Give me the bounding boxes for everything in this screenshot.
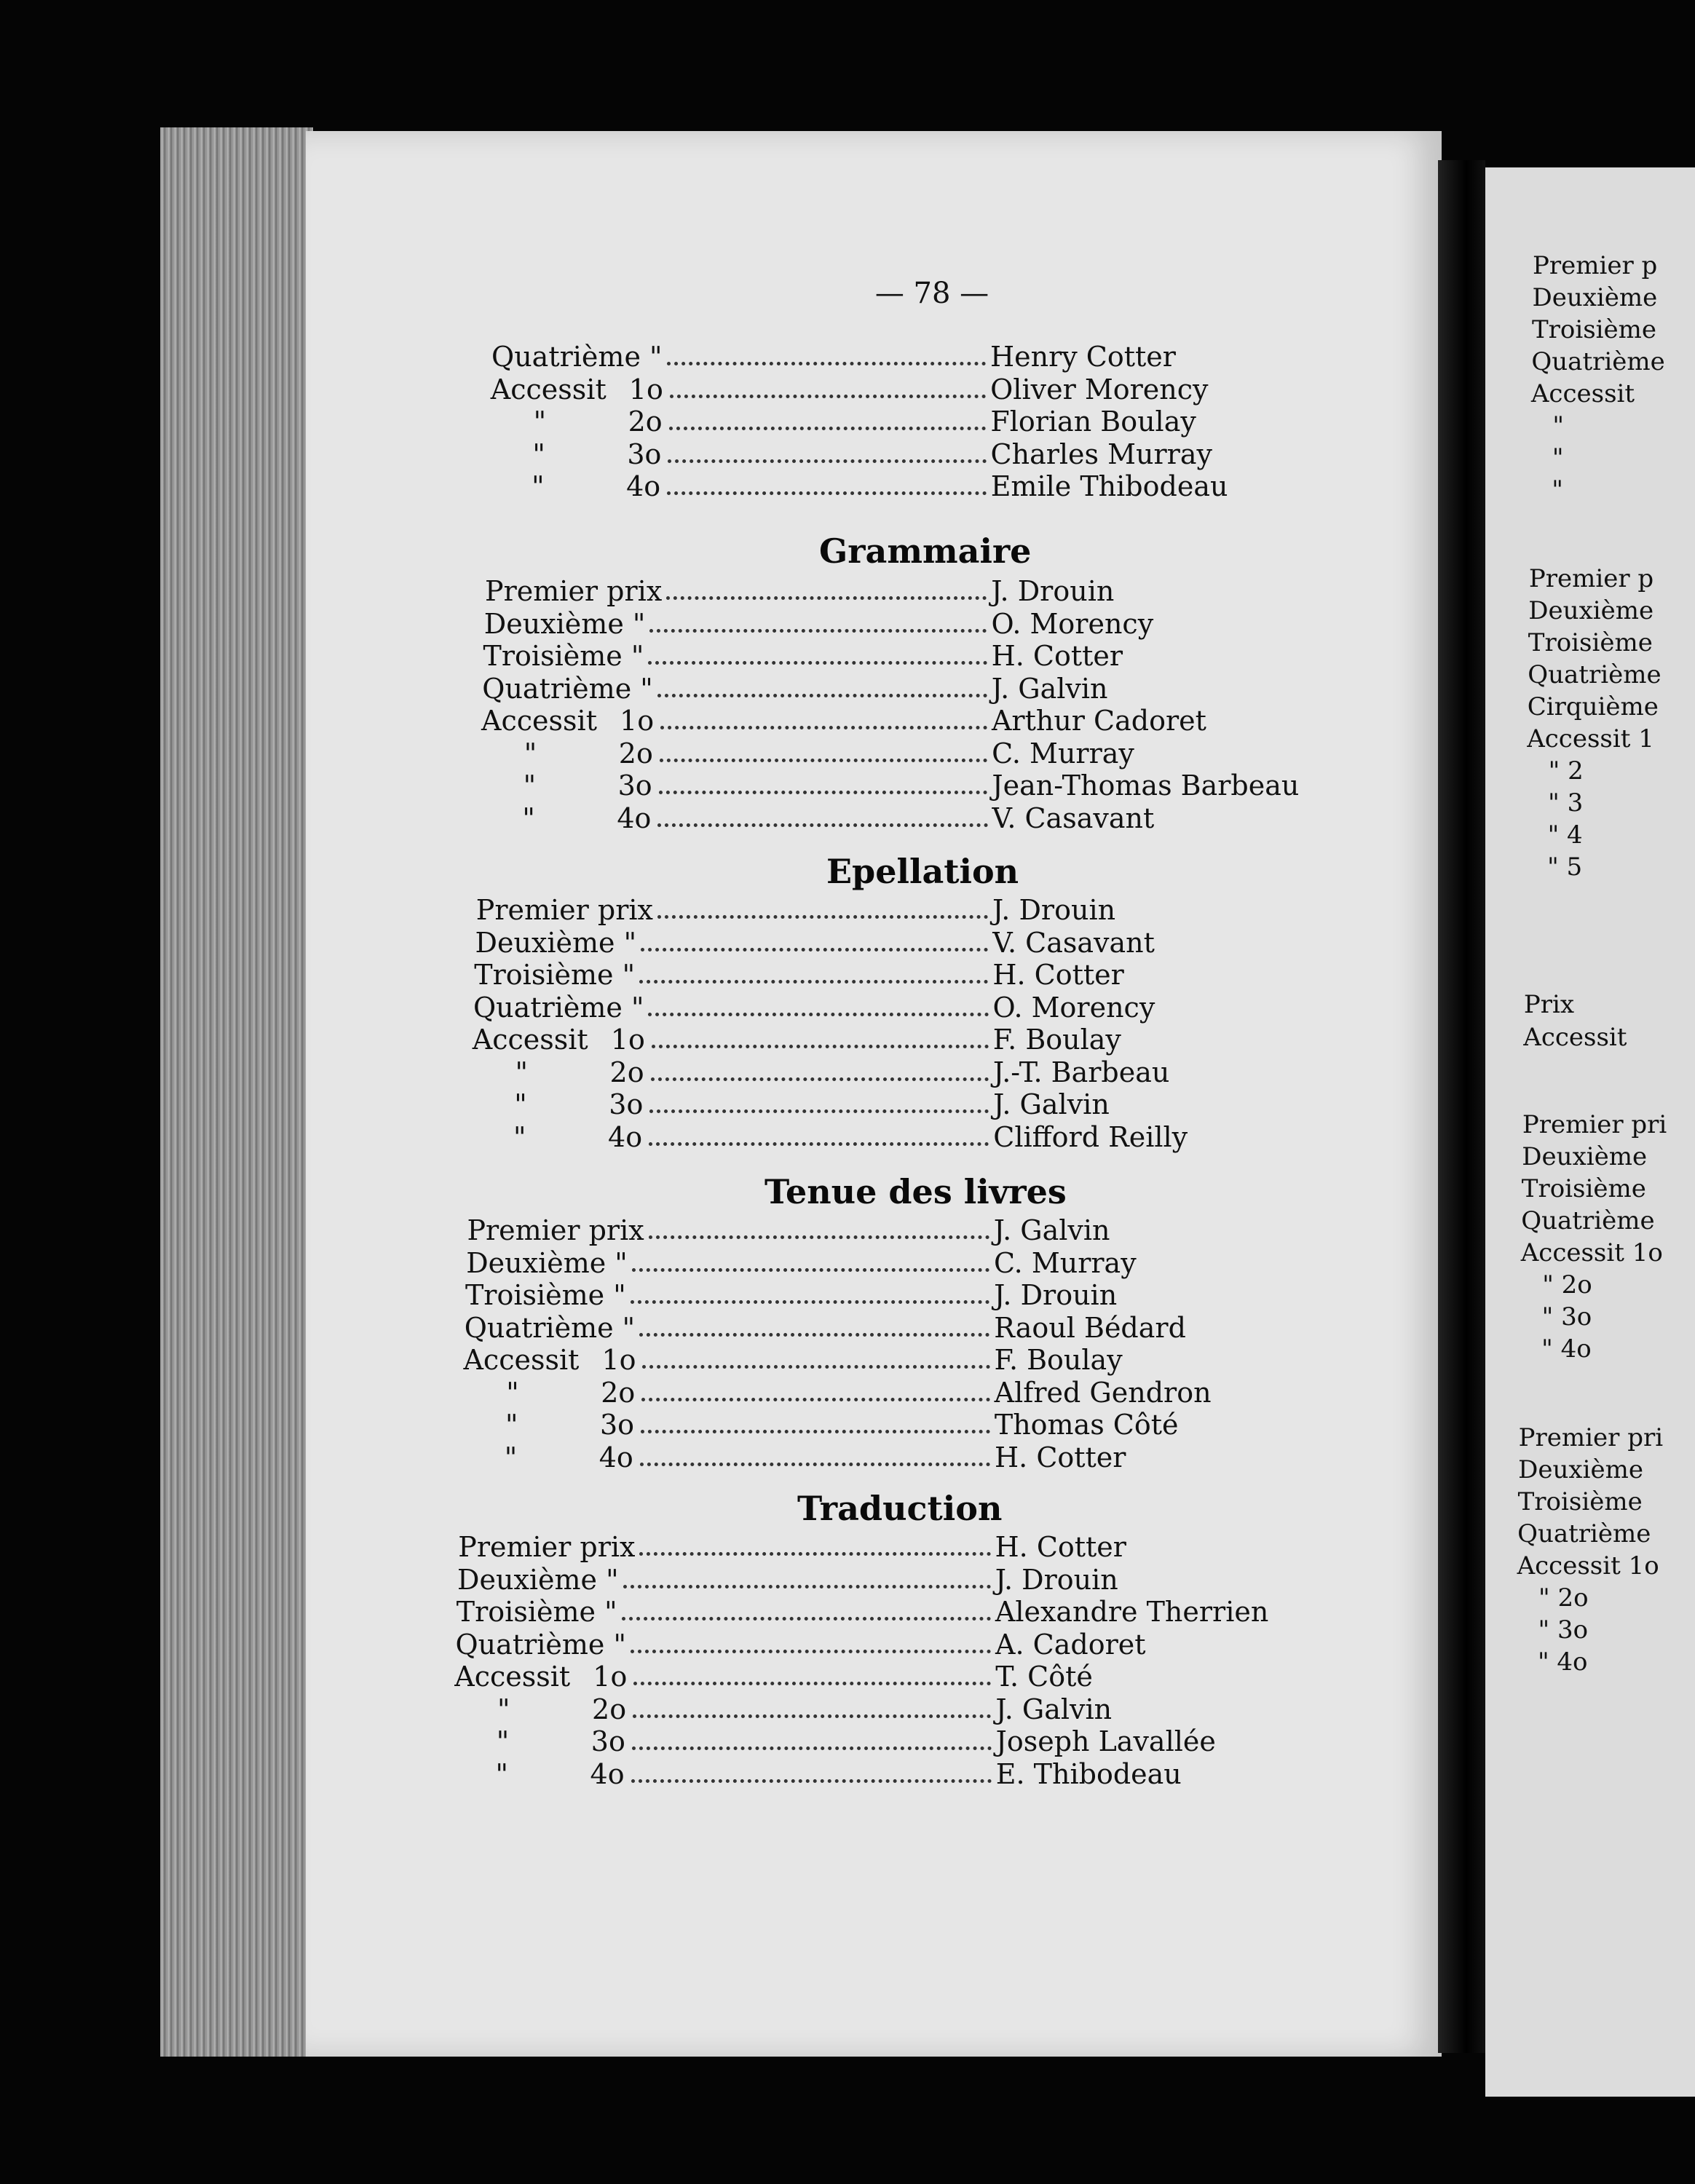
right-page-line: Accessit 1o (1517, 1551, 1659, 1580)
prize-rank: " (523, 769, 537, 802)
winner-name: F. Boulay (992, 1024, 1121, 1056)
dot-leader (668, 459, 986, 463)
right-page-line: " 3 (1548, 788, 1584, 818)
prize-row (476, 894, 1233, 926)
right-page-line: Accessit (1523, 1023, 1627, 1052)
winner-name: J. Galvin (995, 1693, 1113, 1725)
right-page-line: Troisième (1528, 628, 1653, 657)
dot-leader (639, 1332, 989, 1337)
prize-rank: " (532, 438, 545, 470)
prize-rank: " (522, 802, 535, 834)
prize-row (485, 575, 1231, 607)
prize-row (467, 1214, 1233, 1246)
dot-leader (633, 1681, 991, 1685)
prize-rank: Quatrième " (455, 1628, 626, 1661)
winner-name: Alfred Gendron (994, 1376, 1212, 1409)
prize-row (478, 802, 1232, 834)
dot-leader (660, 725, 987, 729)
prize-row (452, 1758, 1236, 1790)
right-page-line: " 4 (1547, 820, 1583, 850)
prize-rank: Deuxième " (475, 926, 637, 959)
right-page-line: Premier pri (1522, 1110, 1667, 1139)
right-page-line: Deuxième (1522, 1142, 1648, 1171)
prize-rank: Troisième " (456, 1596, 617, 1628)
prize-rank: Accessit (454, 1661, 571, 1693)
prize-row (458, 1531, 1235, 1563)
dot-leader (639, 1551, 990, 1556)
right-page-line: Troisième (1521, 1174, 1646, 1203)
right-page-line: Troisième (1531, 315, 1657, 344)
dot-leader (622, 1616, 991, 1621)
right-page-line: Accessit 1 (1527, 724, 1654, 753)
accessit-number: 1o (593, 1661, 628, 1693)
dot-leader (649, 1235, 989, 1239)
prize-rank: " (532, 470, 545, 502)
prize-rank: " (506, 1376, 519, 1409)
prize-rank: Deuxième " (457, 1563, 619, 1596)
winner-name: Charles Murray (990, 438, 1212, 470)
prize-row (483, 640, 1232, 672)
prize-row (488, 470, 1231, 502)
winner-name: J. Drouin (995, 1563, 1118, 1596)
prize-rank: Accessit (472, 1024, 588, 1056)
book-gutter (1438, 160, 1485, 2053)
accessit-number: 3o (609, 1088, 644, 1120)
right-page-line: Quatrième (1531, 347, 1665, 376)
right-page-line: " 2o (1542, 1270, 1592, 1299)
accessit-number: 2o (628, 405, 663, 438)
right-page-line: Quatrième (1528, 660, 1662, 689)
winner-name: J. Galvin (991, 672, 1108, 705)
accessit-number: 2o (601, 1376, 636, 1409)
winner-name: Joseph Lavallée (995, 1725, 1216, 1757)
prize-rank: " (514, 1088, 527, 1120)
right-page-line: " (1552, 475, 1563, 505)
prize-rank: Quatrième " (482, 672, 653, 705)
section-heading: Epellation (826, 852, 1019, 891)
dot-leader (633, 1714, 991, 1718)
accessit-number: 1o (628, 373, 663, 405)
prize-row (474, 959, 1233, 991)
page-number: — 78 — (874, 277, 989, 310)
prize-row (454, 1661, 1236, 1693)
dot-leader (667, 361, 986, 365)
winner-name: H. Cotter (991, 640, 1123, 672)
prize-row (490, 405, 1231, 438)
prize-rank: Quatrième " (491, 341, 663, 373)
right-page-line: " 2o (1538, 1583, 1589, 1613)
prize-rank: Troisième " (483, 640, 644, 672)
dot-leader (642, 1364, 989, 1369)
winner-name: Oliver Morency (990, 373, 1209, 405)
winner-name: Jean-Thomas Barbeau (992, 769, 1300, 802)
winner-name: H. Cotter (995, 1441, 1126, 1473)
accessit-number: 4o (598, 1441, 633, 1473)
accessit-number: 4o (617, 802, 652, 834)
accessit-number: 3o (627, 438, 662, 470)
prize-rank: Troisième " (465, 1279, 626, 1311)
section-heading: Grammaire (819, 531, 1032, 571)
prize-rank: Troisième " (474, 959, 636, 991)
right-page-line: Deuxième (1532, 283, 1658, 312)
prize-rank: Premier prix (467, 1214, 644, 1246)
prize-row (470, 1088, 1233, 1120)
prize-row (462, 1409, 1235, 1441)
prize-rank: Quatrième " (464, 1311, 636, 1344)
dot-leader (657, 693, 987, 697)
dot-leader (632, 1746, 992, 1750)
dot-leader (660, 758, 987, 762)
prize-rank: " (515, 1056, 529, 1088)
winner-name: J. Drouin (994, 1279, 1118, 1311)
prize-rank: " (533, 405, 547, 438)
right-page-line: " (1552, 443, 1564, 472)
dot-leader (648, 1012, 988, 1016)
prize-row (481, 705, 1232, 737)
dot-leader (652, 1044, 989, 1048)
prize-row (454, 1693, 1236, 1725)
winner-name: C. Murray (993, 1246, 1137, 1279)
dot-leader (631, 1779, 992, 1783)
prize-row (461, 1441, 1235, 1473)
winner-name: Thomas Côté (994, 1409, 1179, 1441)
prize-rank: Accessit (463, 1344, 580, 1376)
prize-row (463, 1344, 1234, 1376)
prize-rank: " (505, 1409, 518, 1441)
accessit-number: 4o (590, 1757, 625, 1790)
right-page-line: " 4o (1537, 1647, 1588, 1677)
accessit-number: 2o (618, 737, 653, 769)
dot-leader (632, 1267, 989, 1272)
prize-row (475, 927, 1233, 959)
right-page-line: Premier pri (1518, 1423, 1664, 1452)
winner-name: J. Drouin (992, 894, 1116, 926)
winner-name: Arthur Cadoret (991, 705, 1206, 737)
prize-rank: " (497, 1693, 510, 1725)
prize-rank: " (523, 737, 537, 769)
prize-rank: Accessit (481, 705, 597, 737)
right-page-line: " (1552, 411, 1564, 440)
winner-name: Henry Cotter (989, 341, 1176, 373)
right-page-line: Deuxième (1518, 1455, 1643, 1484)
prize-row (470, 1121, 1233, 1153)
winner-name: E. Thibodeau (995, 1757, 1182, 1790)
winner-name: O. Morency (992, 991, 1155, 1024)
winner-name: V. Casavant (992, 802, 1155, 834)
prize-row (472, 1056, 1233, 1088)
dot-leader (651, 1077, 989, 1081)
right-page-line: Quatrième (1517, 1519, 1651, 1548)
right-page-line: Deuxième (1528, 596, 1654, 625)
prize-row (473, 992, 1233, 1024)
prize-rank: " (495, 1757, 509, 1790)
dot-leader (640, 1462, 990, 1466)
prize-rank: Premier prix (458, 1531, 636, 1563)
dot-leader (667, 491, 987, 495)
accessit-number: 1o (620, 705, 655, 737)
right-page-line: Premier p (1533, 251, 1658, 280)
winner-name: T. Côté (995, 1661, 1093, 1693)
right-page-line: " 2 (1548, 756, 1584, 786)
prize-row (480, 769, 1300, 802)
right-page-line: Troisième (1517, 1487, 1643, 1516)
winner-name: H. Cotter (992, 959, 1124, 991)
winner-name: Florian Boulay (990, 405, 1196, 438)
dot-leader (641, 1397, 989, 1401)
dot-leader (631, 1649, 991, 1653)
prize-rank: " (513, 1120, 526, 1153)
prize-rank: " (504, 1441, 518, 1473)
prize-rank: Quatrième " (473, 991, 644, 1024)
accessit-number: 2o (592, 1693, 627, 1725)
winner-name: Raoul Bédard (994, 1311, 1186, 1344)
dot-leader (659, 790, 988, 794)
prize-row (456, 1629, 1236, 1661)
dot-leader (641, 947, 988, 951)
accessit-number: 1o (601, 1344, 636, 1376)
prize-row (491, 341, 1230, 373)
dot-leader (631, 1299, 989, 1304)
right-page-line: Quatrième (1521, 1206, 1655, 1235)
accessit-number: 4o (608, 1120, 643, 1153)
winner-name: A. Cadoret (995, 1628, 1146, 1661)
right-page-line: Accessit 1o (1520, 1238, 1663, 1267)
prize-row (466, 1247, 1234, 1279)
dot-leader (669, 426, 987, 430)
winner-name: C. Murray (992, 737, 1134, 769)
prize-rank: " (496, 1725, 510, 1757)
prize-row (484, 608, 1232, 640)
dot-leader (666, 596, 987, 600)
prize-row (491, 373, 1230, 405)
right-page-line: " 3o (1538, 1615, 1589, 1645)
accessit-number: 4o (626, 470, 661, 502)
winner-name: O. Morency (991, 607, 1154, 640)
prize-rank: Deuxième " (466, 1246, 628, 1279)
dot-leader (670, 394, 986, 398)
right-page-line: Cirquième (1527, 692, 1659, 721)
prize-rank: Premier prix (475, 894, 653, 926)
winner-name: J. Galvin (993, 1214, 1110, 1246)
accessit-number: 3o (590, 1725, 625, 1757)
right-page-line: " 4o (1541, 1334, 1592, 1364)
prize-row (453, 1725, 1236, 1757)
section-heading: Traduction (797, 1489, 1003, 1528)
winner-name: Clifford Reilly (993, 1120, 1188, 1153)
winner-name: J. Drouin (991, 575, 1115, 607)
prize-rank: Premier prix (485, 575, 663, 607)
right-page-line: Accessit (1530, 379, 1635, 408)
prize-row (473, 1024, 1233, 1056)
dot-leader (623, 1584, 991, 1588)
accessit-number: 2o (609, 1056, 644, 1088)
winner-name: J.-T. Barbeau (992, 1056, 1170, 1088)
dot-leader (657, 914, 988, 919)
dot-leader (657, 823, 987, 827)
prize-row (465, 1279, 1234, 1311)
section-heading: Tenue des livres (764, 1172, 1067, 1211)
dot-leader (649, 1142, 989, 1146)
right-page-line: Prix (1523, 990, 1574, 1019)
accessit-number: 3o (599, 1409, 635, 1441)
winner-name: H. Cotter (995, 1531, 1126, 1563)
prize-rank: Accessit (490, 373, 607, 405)
dot-leader (649, 1109, 989, 1113)
right-page-line: " 3o (1541, 1302, 1592, 1332)
book-page-edges (160, 127, 313, 2057)
winner-name: Emile Thibodeau (990, 470, 1228, 502)
accessit-number: 1o (610, 1024, 645, 1056)
prize-rank: Deuxième " (483, 607, 646, 640)
accessit-number: 3o (617, 769, 652, 802)
prize-row (482, 673, 1232, 705)
prize-row (457, 1564, 1236, 1596)
right-page (1485, 167, 1695, 2097)
right-page-line: Premier p (1528, 564, 1654, 593)
winner-name: J. Galvin (993, 1088, 1110, 1120)
prize-row (481, 737, 1232, 769)
dot-leader (641, 1429, 990, 1433)
dot-leader (648, 660, 987, 665)
prize-row (465, 1312, 1235, 1344)
dot-leader (639, 979, 988, 984)
right-page-line: " 5 (1547, 852, 1583, 882)
dot-leader (649, 628, 987, 633)
winner-name: F. Boulay (994, 1344, 1123, 1376)
winner-name: V. Casavant (992, 926, 1155, 959)
winner-name: Alexandre Therrien (995, 1596, 1269, 1628)
prize-row (489, 438, 1230, 470)
prize-row (462, 1377, 1234, 1409)
prize-row (456, 1596, 1269, 1628)
